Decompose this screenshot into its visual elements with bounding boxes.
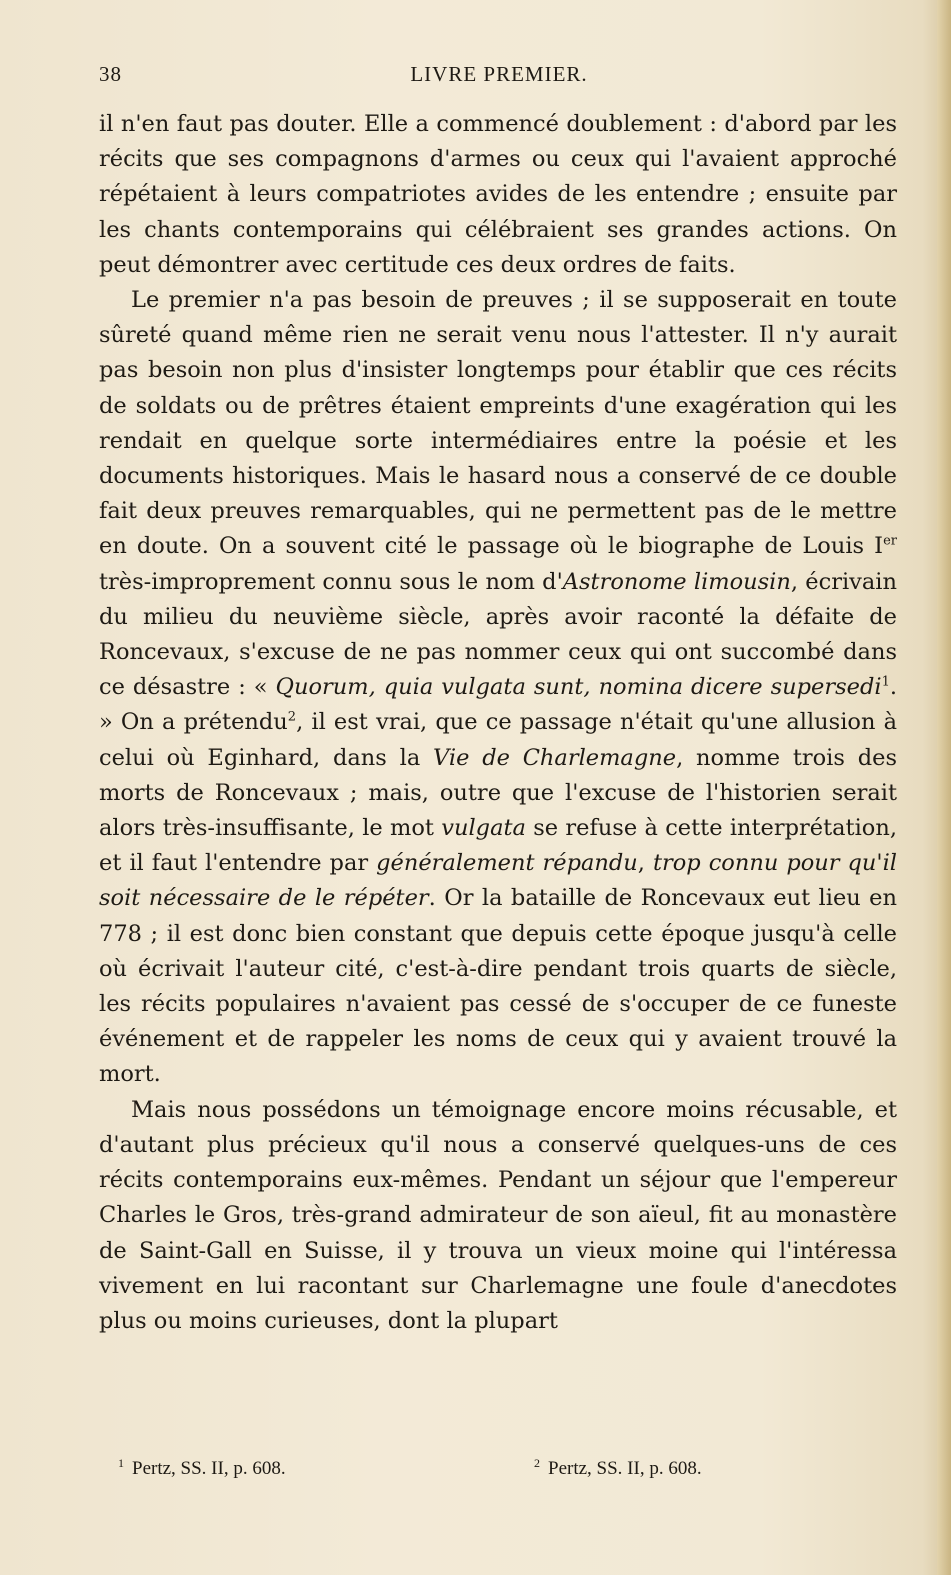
text-span: très-improprement connu sous le nom d' <box>99 568 563 595</box>
italic-title: Astronome limousin <box>562 568 791 595</box>
text-span: se refuse à cette interprétation, et il faut l'entendre par <box>99 815 897 877</box>
footnote-ref-1[interactable]: 1 <box>881 674 890 690</box>
footnote-ref-2[interactable]: 2 <box>287 709 297 725</box>
text-span: , nomme trois des morts de Roncevaux ; mais, outre que l'excuse de l'historien serait alors très-insuffisante, le mot <box>99 744 897 842</box>
text-span: , <box>637 850 653 877</box>
paragraph-3 <box>99 1093 897 1339</box>
footnote-1 <box>118 1455 286 1480</box>
italic-phrase: généralement répandu <box>376 850 638 877</box>
footnote-text: Pertz, SS. II, p. 608. <box>132 1458 286 1479</box>
page-edge <box>937 0 951 1575</box>
main-text <box>99 107 897 1339</box>
footnote-mark: 1 <box>118 1455 124 1470</box>
paragraph-1 <box>99 107 897 283</box>
text-span: Mais nous possédons un témoignage encore moins récusable, et d'autant plus précieux qu'il nous a conservé quelques-uns de ces récits contemporains eux-mêmes. Pendant un séjour que l'empereur Charles le Gros, très-grand admirateur de son aïeul, fit au monastère de Saint-Gall en Suisse, il y trouva un vieux moine qui l'intéressa vivement en lui racontant sur Charlemagne une foule d'anecdotes plus ou moins curieuses, dont la plupart <box>99 1096 897 1334</box>
text-span: , il est vrai, que ce passage n'était qu'une allusion à celui où Eginhard, dans la <box>99 709 897 771</box>
latin-quote: Quorum, quia vulgata sunt, nomina dicere supersedi <box>275 674 882 701</box>
superscript: er <box>883 533 897 549</box>
italic-word: vulgata <box>441 815 526 842</box>
italic-phrase: trop connu pour qu'il soit nécessaire de le répéter <box>99 850 897 912</box>
italic-title: Vie de Charlemagne <box>433 744 677 771</box>
page-number: 38 <box>99 62 122 86</box>
paragraph-2 <box>99 283 897 1093</box>
footnote-mark: 2 <box>534 1455 540 1470</box>
text-span: , écrivain du milieu du neuvième siècle, après avoir raconté la défaite de Roncevaux, s'excuse de ne pas nommer ceux qui ont succombé dans ce désastre : « <box>99 568 897 701</box>
running-title: LIVRE PREMIER. <box>410 62 588 86</box>
footnotes <box>118 1455 878 1488</box>
footnote-text: Pertz, SS. II, p. 608. <box>548 1458 702 1479</box>
running-header <box>99 62 899 92</box>
footnote-2 <box>534 1455 702 1480</box>
text-span: Le premier n'a pas besoin de preuves ; il se supposerait en toute sûreté quand même rien ne serait venu nous l'attester. Il n'y aurait pas besoin non plus d'insister longtemps pour établir que ces récits de soldats ou de prêtres étaient empreints d'une exagération qui les rendait en quelque sorte intermédiaires entre la poésie et les documents historiques. Mais le hasard nous a conservé de ce double fait deux preuves remarquables, qui ne permettent pas de le mettre en doute. On a souvent cité le passage où le biographe de Louis I <box>99 287 897 560</box>
text-span: il n'en faut pas douter. Elle a commencé doublement : d'abord par les récits que ses compagnons d'armes ou ceux qui l'avaient approché répétaient à leurs compatriotes avides de les entendre ; ensuite par les chants contemporains qui célébraient ses grandes actions. On peut démontrer avec certitude ces deux ordres de faits. <box>99 111 897 278</box>
text-span: . Or la bataille de Roncevaux eut lieu en 778 ; il est donc bien constant que depuis cette époque jusqu'à celle où écrivait l'auteur cité, c'est-à-dire pendant trois quarts de siècle, les récits populaires n'avaient pas cessé de s'occuper de ce funeste événement et de rappeler les noms de ceux qui y avaient trouvé la mort. <box>99 885 897 1088</box>
text-span: . » On a prétendu <box>99 674 897 736</box>
